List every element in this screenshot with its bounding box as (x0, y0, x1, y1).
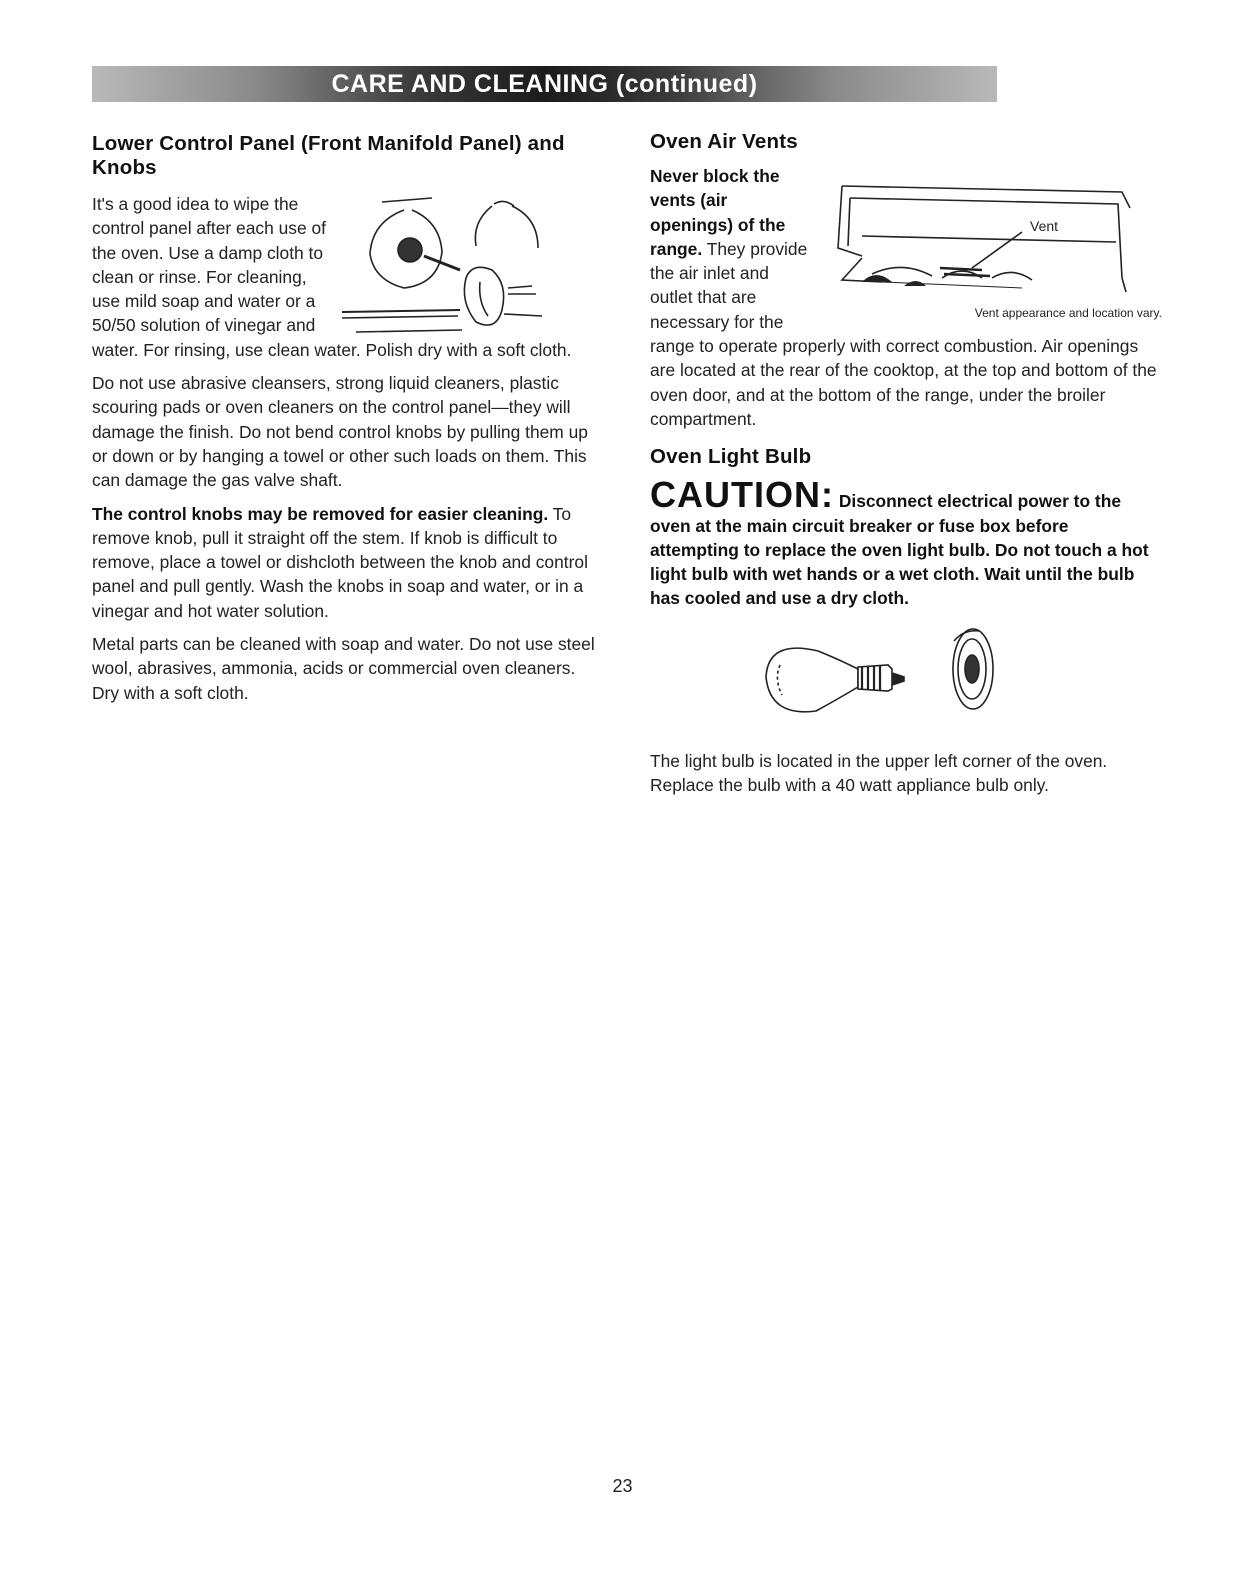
control-panel-paragraph-1: It's a good idea to wipe the control panel after each use of the oven. Use a damp cloth to clean or rinse. For cleaning, use mild soap and water or a 50/50 solution of vinegar and water. For rinsing, use clean water. Polish dry with a soft cloth. (92, 194, 572, 360)
right-column (650, 130, 1160, 797)
caution-paragraph (650, 474, 1160, 610)
control-panel-paragraph-4: Metal parts can be cleaned with soap and water. Do not use steel wool, abrasives, ammonia, acids or commercial oven cleaners. Dry with a soft cloth. (92, 634, 595, 703)
knob-removal-illustration (342, 192, 602, 332)
oven-light-bulb-heading: Oven Light Bulb (650, 445, 812, 469)
knob-removal-bold: The control knobs may be removed for easier cleaning. (92, 503, 549, 524)
vent-caption: Vent appearance and location vary. (974, 306, 1162, 320)
vents-body-text: They provide the air inlet and outlet that are necessary for the range to operate properly with correct combustion. Air openings are located at the rear of the cooktop, at the top and bottom of the oven door, and at the bottom of the range, under the broiler compartment. (650, 238, 1157, 429)
control-panel-intro (92, 192, 602, 362)
light-bulb-paragraph: The light bulb is located in the upper left corner of the oven. Replace the bulb with a 40 watt appliance bulb only. (650, 750, 1108, 796)
oven-air-vents-section (650, 164, 1160, 431)
light-bulb-illustration (758, 629, 1018, 729)
control-panel-paragraph-2: Do not use abrasive cleansers, strong liquid cleaners, plastic scouring pads or oven cleaners on the control panel—they will damage the finish. Do not bend control knobs by pulling them up or down or by hanging a towel or other such loads on them. This can damage the gas valve shaft. (92, 373, 588, 491)
vent-illustration (822, 168, 1162, 318)
control-panel-heading: Lower Control Panel (Front Manifold Panel) and Knobs (92, 132, 565, 179)
section-banner (92, 66, 997, 102)
caution-text: Disconnect electrical power to the oven at the main circuit breaker or fuse box before attempting to replace the oven light bulb. Do not touch a hot light bulb with wet hands or a wet cloth. Wait until the bulb has cooled and use a dry cloth. (650, 491, 1149, 609)
vent-label: Vent (1030, 218, 1059, 234)
caution-block (650, 474, 1160, 610)
knob-removal-text: To remove knob, pull it straight off the stem. If knob is difficult to remove, place a towel or dishcloth between the knob and control panel and pull gently. Wash the knobs in soap and water, or in a vinegar and hot water solution. (92, 503, 588, 621)
range-vent-drawing (822, 168, 1162, 308)
caution-label: CAUTION: (650, 474, 834, 516)
oven-air-vents-heading: Oven Air Vents (650, 130, 798, 153)
vents-warning-bold: Never block the vents (air openings) of the range. (650, 166, 786, 259)
page-title: CARE AND CLEANING (continued) (331, 69, 758, 98)
left-column (92, 132, 602, 705)
page-number: 23 (612, 1476, 633, 1496)
control-panel-paragraph-3 (92, 502, 602, 623)
